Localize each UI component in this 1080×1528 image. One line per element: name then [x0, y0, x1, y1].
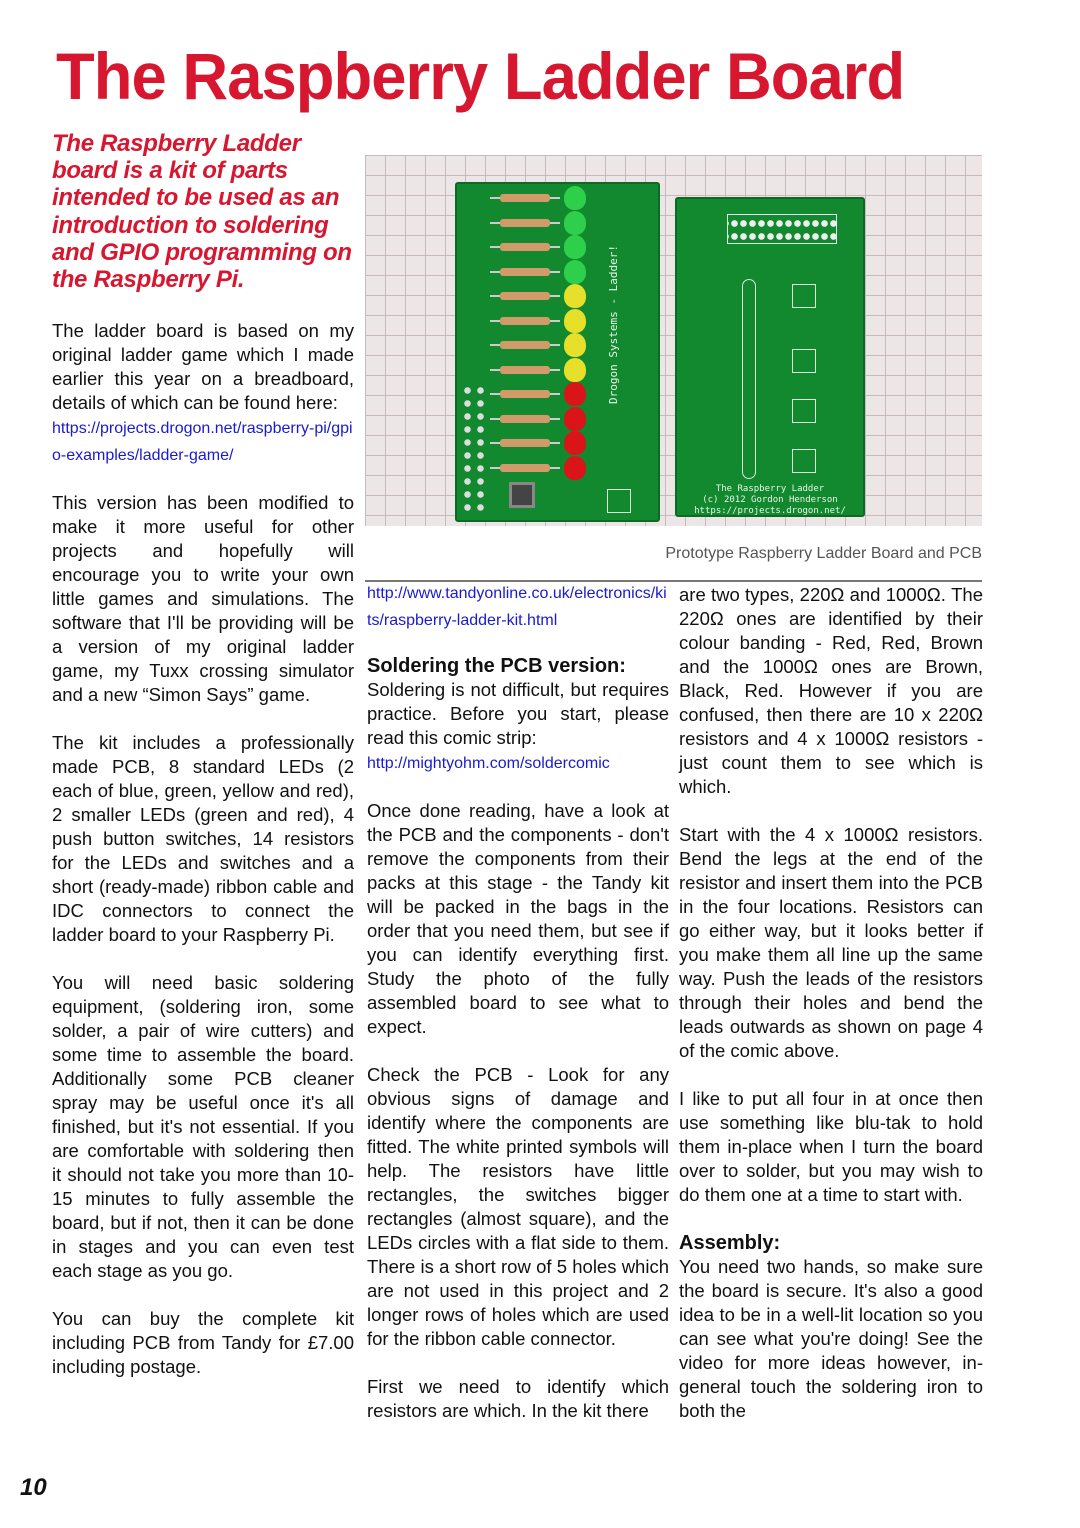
- paragraph: This version has been modified to make it more useful for other projects and hopefully will encourage you to write your own little games and simulations. The software that I'll be providing will be a version of my original ladder game, my Tuxx crossing simulator and a new “Simon Says” game.: [52, 492, 354, 706]
- resistor: [500, 366, 550, 374]
- assembled-ladder-board: [455, 182, 660, 522]
- switch-footprint: [792, 449, 816, 473]
- led: [564, 358, 586, 382]
- paragraph: The ladder board is based on my original ladder game which I made earlier this year on a breadboard, details of which can be found here:: [52, 320, 354, 414]
- resistor: [500, 194, 550, 202]
- pcb-credit-line-2: (c) 2012 Gordon Henderson: [702, 495, 838, 505]
- led: [564, 382, 586, 406]
- left-column: [52, 130, 354, 1403]
- resistor: [500, 464, 550, 472]
- gpio-header-pins: [461, 384, 487, 514]
- led: [564, 186, 586, 210]
- paragraph: Start with the 4 x 1000Ω resistors. Bend the legs at the end of the resistor and insert them into the PCB in the four locations. Resistors can go either way, but it looks better if you make them all line up the same way. Push the leads of the resistors through their holes and bend the leads outwards as shown on page 4 of the comic above.: [679, 824, 983, 1061]
- paragraph: First we need to identify which resistors are which. In the kit there: [367, 1376, 669, 1421]
- resistor: [500, 390, 550, 398]
- paragraph: are two types, 220Ω and 1000Ω. The 220Ω ones are identified by their colour banding - Red, Red, Brown and the 1000Ω ones are Brown, Black, Red. However if you are confused, then there are 10 x 220Ω resistors and 4 x 1000Ω resistors - just count them to see which is which.: [679, 584, 983, 797]
- section-heading-assembly: Assembly:: [679, 1232, 781, 1254]
- switch-footprint: [607, 489, 631, 513]
- led: [564, 235, 586, 259]
- intro-standfirst: The Raspberry Ladder board is a kit of parts intended to be used as an introduction to soldering and GPIO programming on the Raspberry Pi.: [52, 130, 352, 294]
- paragraph: I like to put all four in at once then use something like blu-tak to hold them in-place when I turn the board over to solder, but you may wish to do them one at a time to start with.: [679, 1088, 983, 1205]
- led: [564, 260, 586, 284]
- paragraph: The kit includes a professionally made PCB, 8 standard LEDs (2 each of blue, green, yellow and red), 2 smaller LEDs (green and red), 4 push button switches, 14 resistors for the LEDs and switches and a short (ready-made) ribbon cable and IDC connectors to connect the ladder board to your Raspberry Pi.: [52, 732, 354, 946]
- led-footprints: [742, 279, 756, 479]
- pcb-photo: [365, 155, 982, 526]
- resistor: [500, 219, 550, 227]
- led: [564, 431, 586, 455]
- switch-footprint: [792, 349, 816, 373]
- paragraph: You will need basic soldering equipment, (soldering iron, some solder, a pair of wire cutters) and some time to assemble the board. Additionally some PCB cleaner spray may be useful once it's all finished, but it's not essential. If you are comfortable with soldering then it should not take you more than 10-15 minutes to fully assemble the board, but if not, then it can be done in stages and you can even test each stage as you go.: [52, 972, 354, 1282]
- led: [564, 284, 586, 308]
- bare-pcb: [675, 197, 865, 517]
- paragraph: You need two hands, so make sure the board is secure. It's also a good idea to be in a well-lit location so you can see what you're doing! See the video for more ideas however, in-general touch the soldering iron to both the: [679, 1256, 983, 1421]
- board-label: Drogon Systems - Ladder!: [607, 245, 620, 404]
- pcb-credit-line-1: The Raspberry Ladder: [715, 484, 825, 494]
- middle-column: [367, 583, 669, 1447]
- ladder-game-link[interactable]: https://projects.drogon.net/raspberry-pi/gpio-examples/ladder-game/: [52, 420, 353, 465]
- tandy-kit-link[interactable]: http://www.tandyonline.co.uk/electronics/kits/raspberry-ladder-kit.html: [367, 585, 667, 629]
- page-number: 10: [20, 1474, 47, 1501]
- led: [564, 333, 586, 357]
- solder-comic-link[interactable]: http://mightyohm.com/soldercomic: [367, 755, 610, 772]
- resistor: [500, 292, 550, 300]
- led: [564, 456, 586, 480]
- switch-footprint: [792, 284, 816, 308]
- page-title: The Raspberry Ladder Board: [56, 39, 905, 113]
- paragraph: Soldering is not difficult, but requires practice. Before you start, please read this comic strip:: [367, 679, 669, 748]
- resistor: [500, 317, 550, 325]
- resistor: [500, 439, 550, 447]
- paragraph: Once done reading, have a look at the PCB and the components - don't remove the components from their packs at this stage - the Tandy kit will be packed in the bags in the order that you need them, but see if you can identify everything first. Study the photo of the fully assembled board to see what to expect.: [367, 800, 669, 1037]
- right-column: [679, 583, 983, 1447]
- pcb-credit-line-3: https://projects.drogon.net/: [694, 506, 846, 516]
- led: [564, 309, 586, 333]
- resistor: [500, 243, 550, 251]
- figure-caption: Prototype Raspberry Ladder Board and PCB: [665, 545, 982, 562]
- led: [564, 407, 586, 431]
- paragraph: Check the PCB - Look for any obvious signs of damage and identify where the components are fitted. The white printed symbols will help. The resistors have little rectangles, the switches bigger rectangles (almost square), and the LEDs circles with a flat side to them. There is a short row of 5 holes which are not used in this project and 2 longer rows of holes which are used for the ribbon cable connector.: [367, 1064, 669, 1349]
- paragraph: You can buy the complete kit including PCB from Tandy for £7.00 including postage.: [52, 1308, 354, 1378]
- resistor: [500, 268, 550, 276]
- resistor: [500, 415, 550, 423]
- resistor: [500, 341, 550, 349]
- switch-footprint: [792, 399, 816, 423]
- push-button-switch: [509, 482, 535, 508]
- led: [564, 211, 586, 235]
- section-heading-soldering: Soldering the PCB version:: [367, 655, 626, 677]
- idc-connector-footprint: [727, 214, 837, 244]
